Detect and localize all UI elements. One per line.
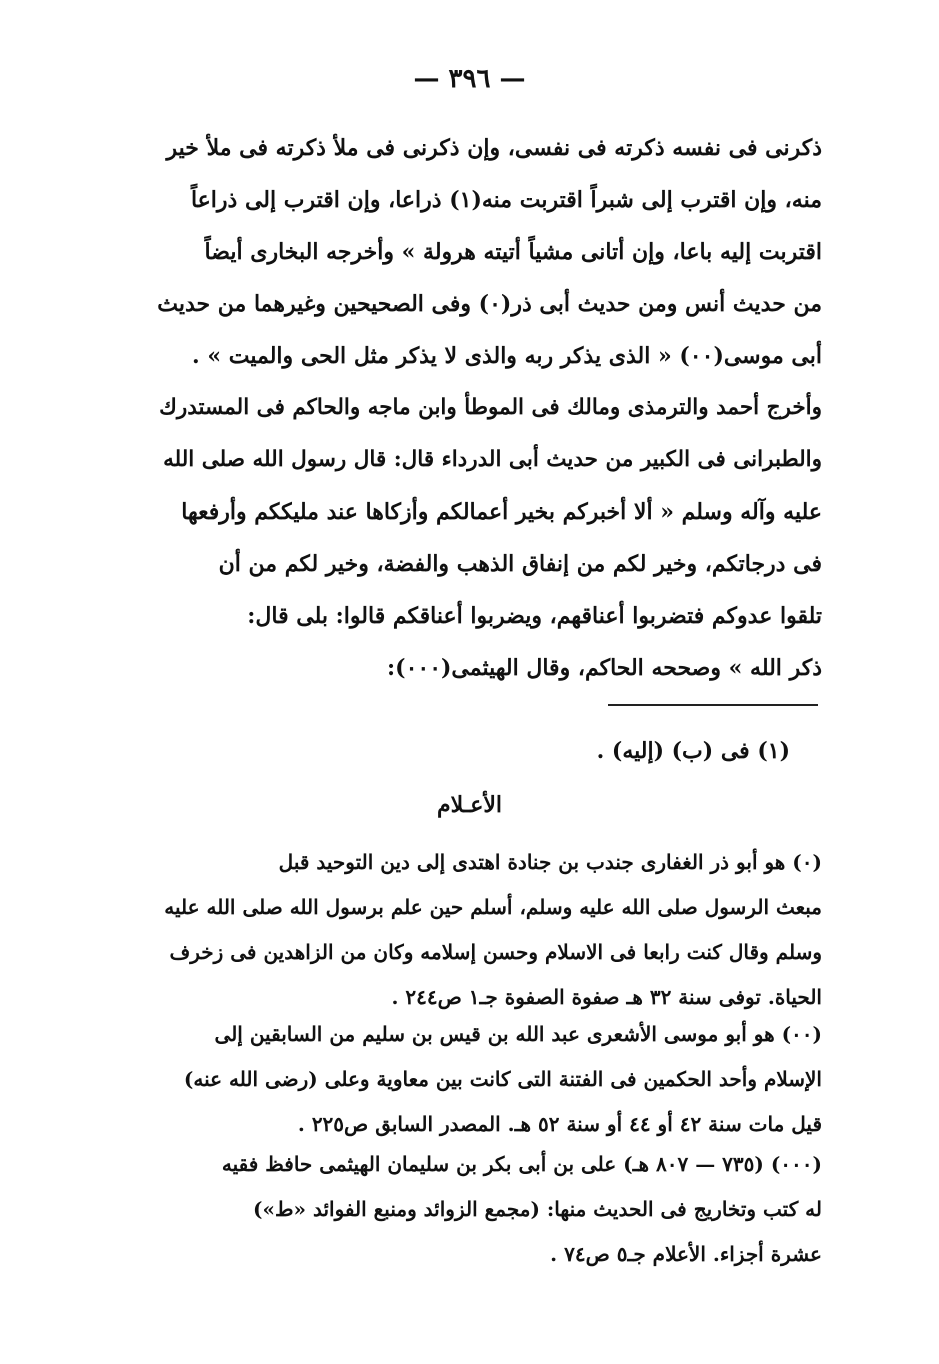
text-line: من حديث أنس ومن حديث أبى ذر(٠) وفى الصحيحين وغيرهما من حديث [157, 291, 822, 317]
main-paragraph-1 [150, 122, 822, 382]
text-line: ذكرنى فى نفسه ذكرته فى نفسى، وإن ذكرنى فى ملأ ذكرته فى ملأ خير [166, 135, 822, 161]
text-line: وأخرج أحمد والترمذى ومالك فى الموطأ وابن ماجه والحاكم فى المستدرك [159, 395, 822, 420]
biography-entry [150, 1012, 822, 1147]
text-line: والطبرانى فى الكبير من حديث أبى الدرداء قال: قال رسول الله صلى الله [163, 447, 822, 472]
page-number: — ٣٩٦ — [413, 64, 526, 94]
biography-line: عشرة أجزاء. الأعلام جـ٥ ص٧٤ . [550, 1242, 822, 1266]
biography-line: الإسلام وأحد الحكمين فى الفتنة التى كانت بين معاوية وعلى (رضى الله عنه) [183, 1067, 822, 1091]
main-paragraph-2 [150, 382, 822, 694]
biography-line: (٠٠٠) (٧٣٥ — ٨٠٧ هـ) على بن أبى بكر بن سليمان الهيثمى حافظ فقيه [221, 1152, 822, 1176]
biography-line: له كتب وتخاريج فى الحديث منها: (مجمع الزوائد ومنبع الفوائد «ط») [253, 1197, 822, 1221]
footnote: (١) فى (ب) (إليه) . [596, 738, 790, 764]
biography-line: وسلم وقال كنت رابعا فى الاسلام وحسن إسلامه وكان من الزاهدين فى زخرف [169, 940, 822, 964]
biography-entry [150, 1142, 822, 1277]
text-line: أبى موسى(٠٠) « الذى يذكر ربه والذى لا يذكر مثل الحى والميت » . [192, 343, 822, 369]
text-line: ذكر الله » وصححه الحاكم، وقال الهيثمى(٠٠٠): [387, 655, 822, 681]
text-line: فى درجاتكم، وخير لكم من إنفاق الذهب والفضة، وخير لكم من أن [218, 551, 822, 577]
text-line: تلقوا عدوكم فتضربوا أعناقهم، ويضربوا أعناقكم قالوا: بلى قال: [247, 603, 822, 629]
biography-line: الحياة. توفى سنة ٣٢ هـ صفوة الصفوة جـ١ ص٢٤٤ . [391, 985, 822, 1009]
biography-line: (٠٠) هو أبو موسى الأشعرى عبد الله بن قيس بن سليم من السابقين إلى [214, 1022, 822, 1046]
biography-entry [150, 840, 822, 1020]
text-line: عليه وآله وسلم « ألا أخبركم بخير أعمالكم وأزكاها عند مليككم وأرفعها [181, 499, 822, 525]
section-heading: الأعـلام [437, 792, 502, 818]
biography-line: مبعث الرسول صلى الله عليه وسلم، أسلم حين علم برسول الله صلى الله عليه [164, 895, 822, 919]
text-line: اقتربت إليه باعا، وإن أتانى مشياً أتيته هرولة » وأخرجه البخارى أيضاً [204, 239, 822, 265]
biography-line: (٠) هو أبو ذر الغفارى جندب بن جنادة اهتدى إلى دين التوحيد قبل [278, 850, 822, 874]
footnote-divider [608, 704, 818, 706]
biography-line: قيل مات سنة ٤٢ أو ٤٤ أو سنة ٥٢ هـ. المصدر السابق ص٢٢٥ . [297, 1112, 822, 1136]
text-line: منه، وإن اقترب إلى شبراً اقتربت منه(١) ذراعا، وإن اقترب إلى ذراعاً [190, 187, 822, 213]
